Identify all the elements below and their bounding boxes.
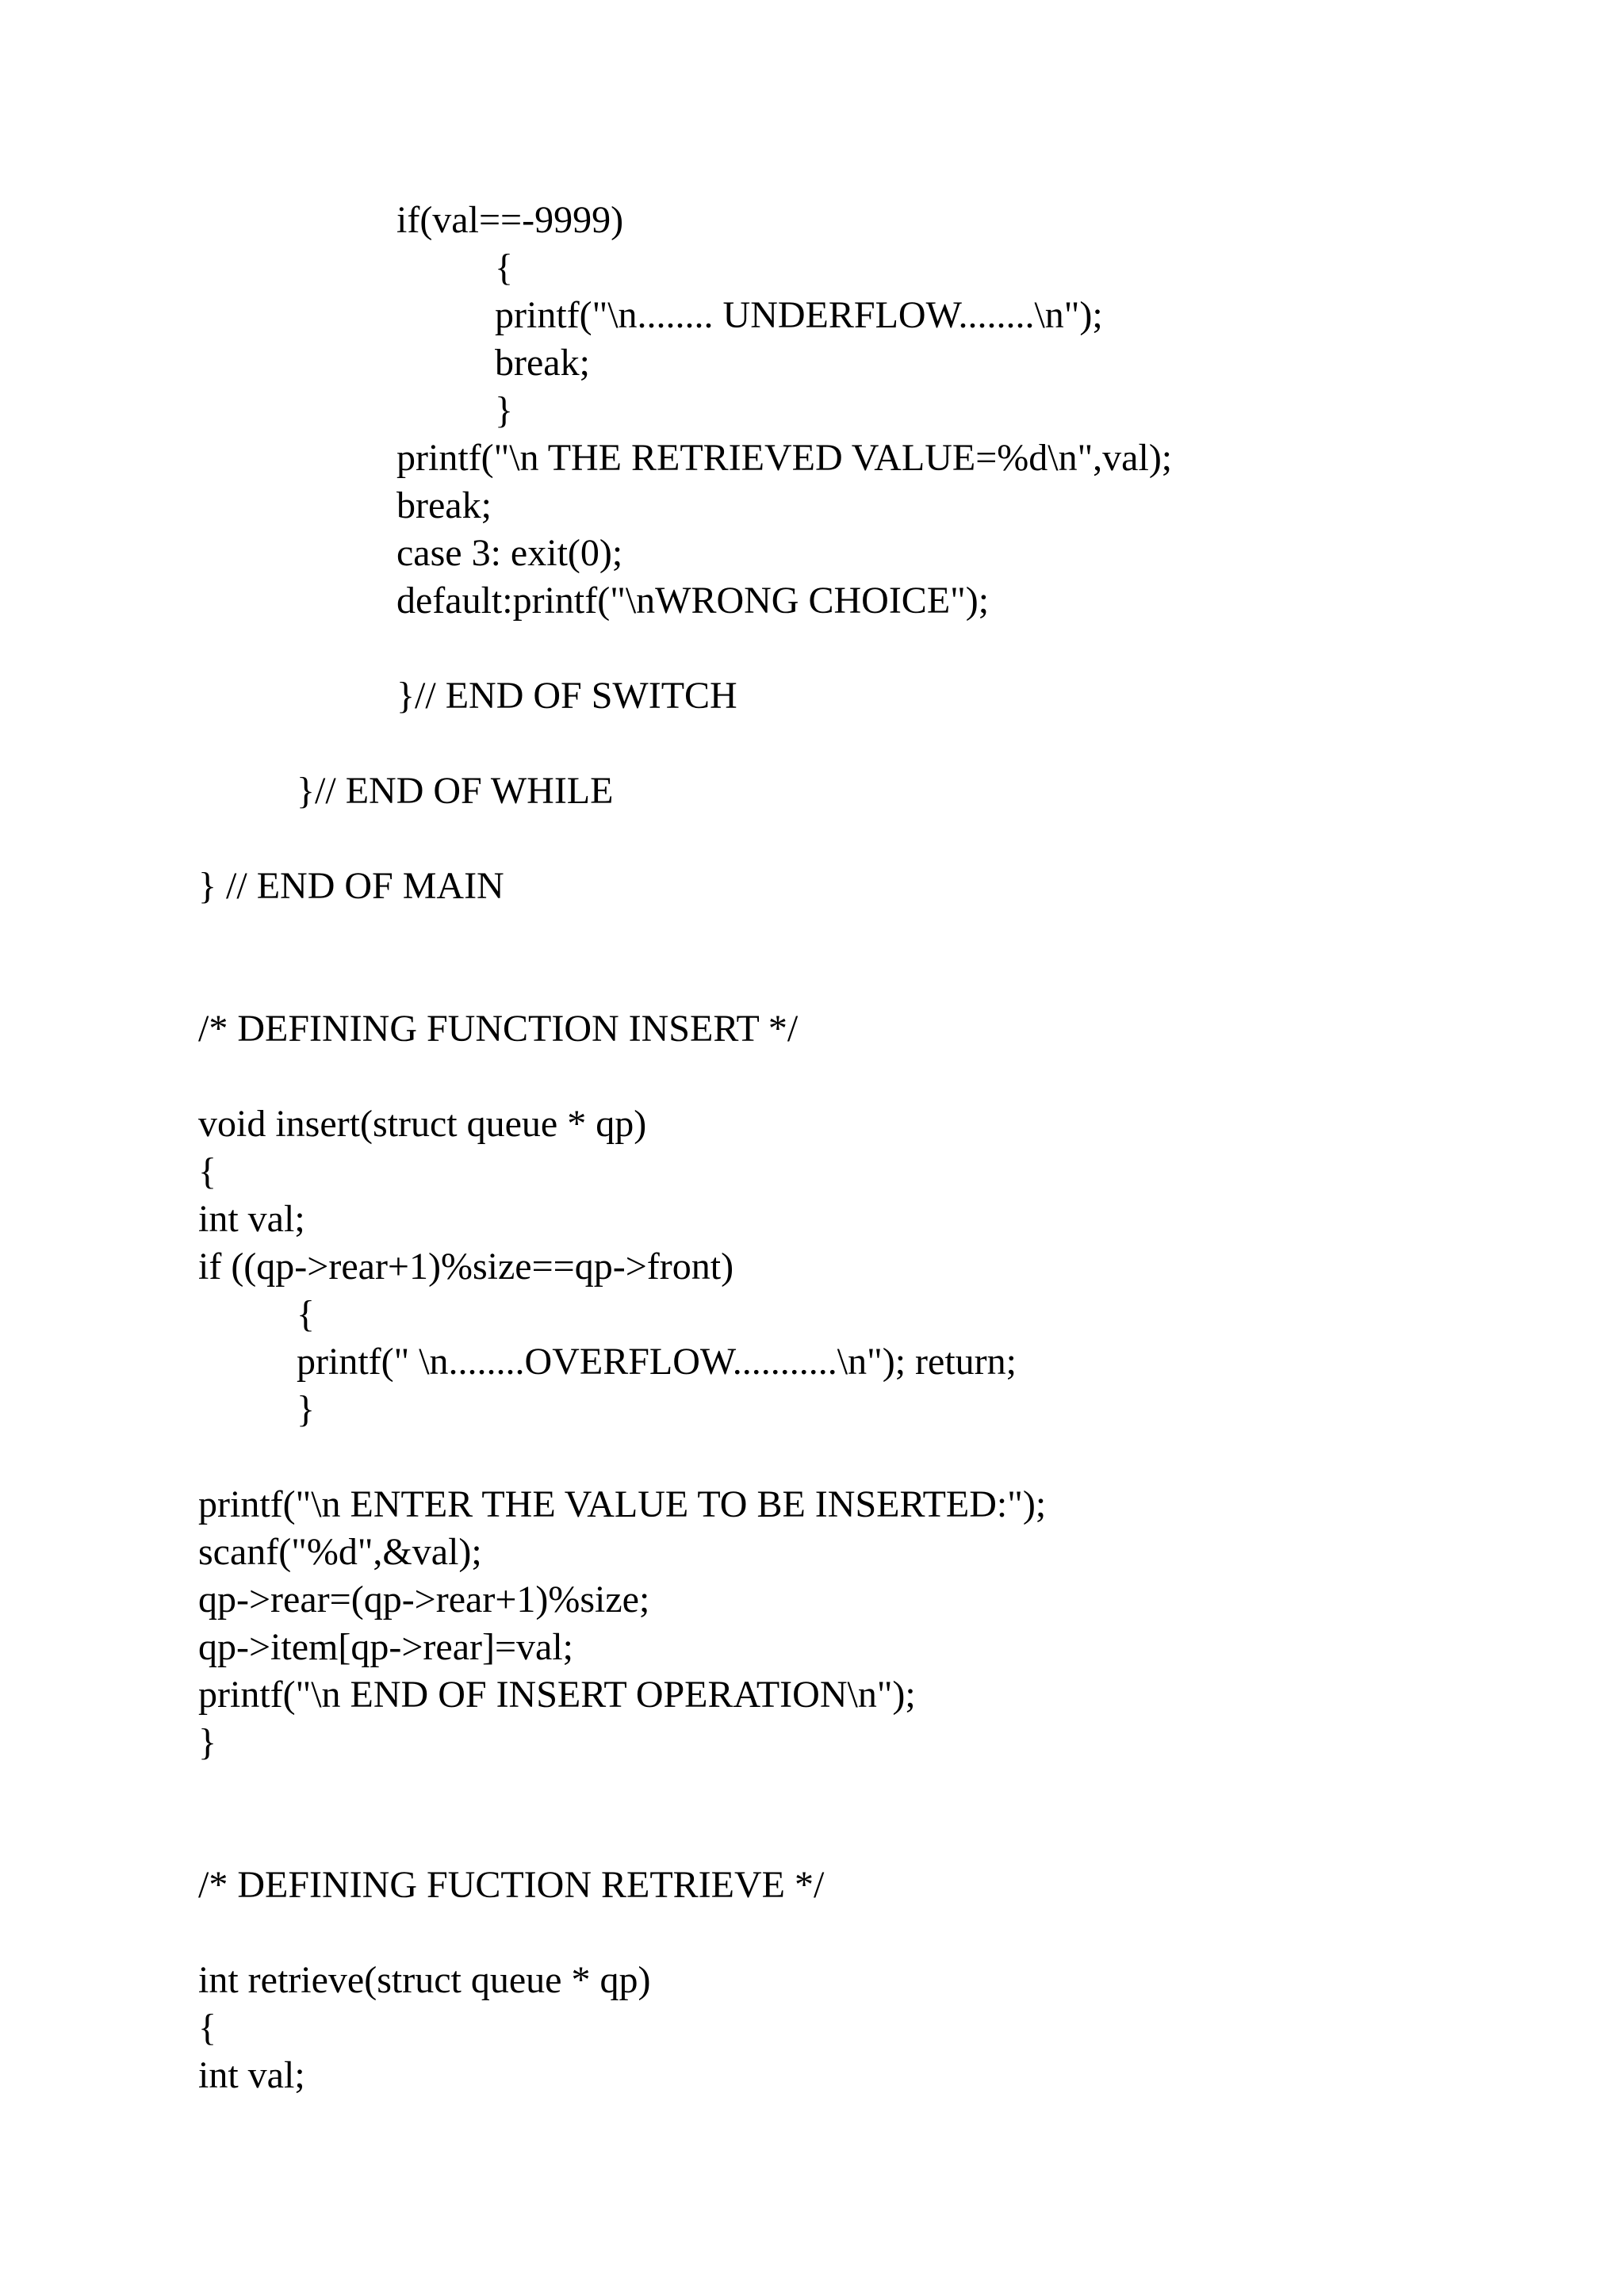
code-line: }// END OF WHILE	[297, 770, 614, 812]
code-line: }	[198, 1721, 217, 1763]
code-line: }	[297, 1388, 316, 1430]
code-line: printf("\n........ UNDERFLOW........\n");	[495, 294, 1103, 336]
code-line: qp->item[qp->rear]=val;	[198, 1626, 574, 1668]
code-line: {	[198, 2007, 217, 2049]
code-line: printf("\n ENTER THE VALUE TO BE INSERTED:");	[198, 1483, 1047, 1525]
code-line: }	[495, 389, 514, 431]
code-line: {	[297, 1293, 316, 1335]
code-line: case 3: exit(0);	[396, 532, 623, 574]
code-line: if ((qp->rear+1)%size==qp->front)	[198, 1246, 734, 1288]
code-comment: /* DEFINING FUCTION RETRIEVE */	[198, 1864, 825, 1906]
code-line: break;	[495, 342, 590, 384]
code-line: int retrieve(struct queue * qp)	[198, 1959, 651, 2001]
code-line: } // END OF MAIN	[198, 865, 504, 907]
code-line: if(val==-9999)	[396, 199, 624, 241]
code-line: {	[495, 247, 514, 289]
code-line: qp->rear=(qp->rear+1)%size;	[198, 1578, 650, 1621]
code-line: void insert(struct queue * qp)	[198, 1103, 647, 1145]
code-line: }// END OF SWITCH	[396, 675, 737, 717]
code-line: int val;	[198, 2054, 305, 2096]
code-line: printf(" \n........OVERFLOW...........\n"); return;	[297, 1341, 1017, 1383]
code-line: printf("\n THE RETRIEVED VALUE=%d\n",val);	[396, 437, 1173, 479]
code-line: printf("\n END OF INSERT OPERATION\n");	[198, 1674, 916, 1716]
code-line: int val;	[198, 1198, 305, 1240]
code-line: break;	[396, 484, 492, 526]
code-line: default:printf("\nWRONG CHOICE");	[396, 580, 990, 622]
code-line: {	[198, 1150, 217, 1192]
code-line: scanf("%d",&val);	[198, 1531, 482, 1573]
code-comment: /* DEFINING FUNCTION INSERT */	[198, 1008, 799, 1050]
